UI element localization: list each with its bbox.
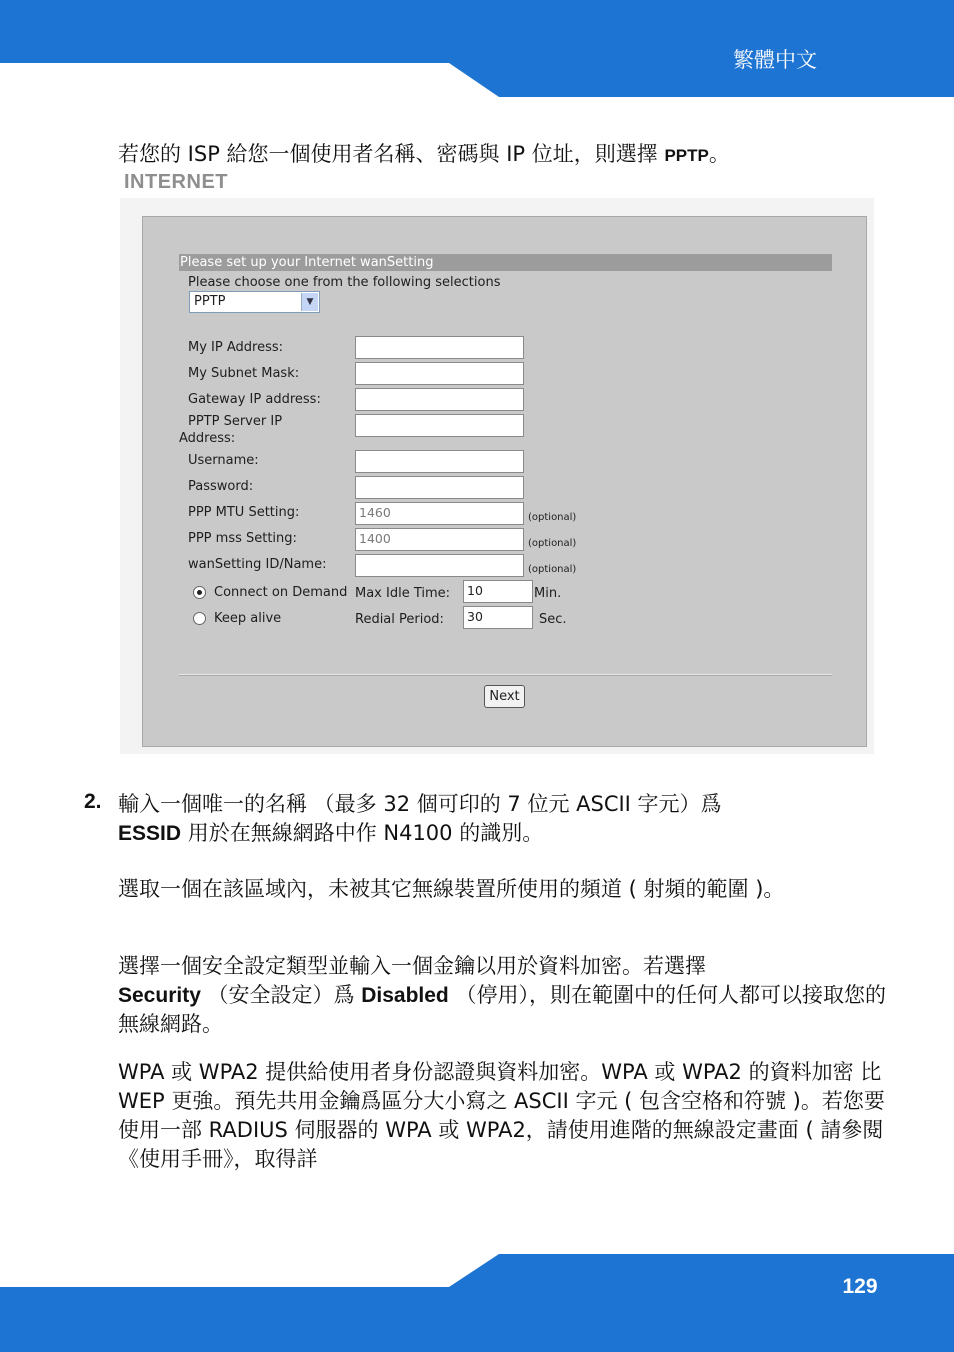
security-paragraph: [118, 952, 888, 1039]
redial-input[interactable]: 30: [463, 606, 533, 629]
pptp-server-label-2: Address:: [179, 431, 236, 446]
step2-paragraph: [118, 790, 888, 848]
connection-type-select[interactable]: [189, 291, 320, 313]
mtu-optional: (optional): [528, 512, 577, 523]
security-term: Security: [118, 984, 201, 1007]
keep-alive-label: Keep alive: [214, 611, 282, 626]
wan-id-label: wanSetting ID/Name:: [188, 557, 327, 572]
sec-label: Sec.: [539, 612, 567, 627]
my-ip-input[interactable]: [355, 336, 524, 359]
security-part1: 選擇一個安全設定類型並輸入一個金鑰以用於資料加密。若選擇: [118, 954, 706, 978]
connect-on-demand-label: Connect on Demand: [214, 585, 348, 600]
page-number: 129: [842, 1275, 878, 1298]
pptp-server-label-1: PPTP Server IP: [188, 414, 283, 429]
wan-id-input[interactable]: [355, 554, 524, 577]
disabled-term: Disabled: [361, 984, 449, 1007]
wpa-paragraph: WPA 或 WPA2 提供給使用者身份認證與資料加密。WPA 或 WPA2 的資料加密 比 WEP 更強。預先共用金鑰爲區分大小寫之 ASCII 字元 ( 包含空格和符號 )。若您要使用一部 RADIUS 伺服器的 WPA 或 WPA2，請使用進階的無線設定畫面 ( 請參閱 《使用手冊》，取得詳: [118, 1060, 885, 1171]
my-ip-label: My IP Address:: [188, 340, 283, 355]
password-input[interactable]: [355, 476, 524, 499]
panel-divider: [179, 674, 832, 676]
redial-label: Redial Period:: [355, 612, 444, 627]
footer-band: [0, 1250, 954, 1352]
max-idle-input[interactable]: 10: [463, 580, 533, 603]
gateway-label: Gateway IP address:: [188, 392, 321, 407]
intro-pptp: PPTP: [664, 146, 709, 165]
password-label: Password:: [188, 479, 254, 494]
choose-label: Please choose one from the following selections: [188, 275, 501, 290]
language-label: 繁體中文: [733, 48, 817, 72]
mss-input[interactable]: 1400: [355, 528, 524, 551]
mtu-input[interactable]: 1460: [355, 502, 524, 525]
step2-line2: 用於在無線網路中作 N4100 的識別。: [181, 821, 544, 845]
channel-paragraph: 選取一個在該區域內，未被其它無線裝置所使用的頻道 ( 射頻的範圍 )。: [118, 877, 785, 901]
internet-section-title: INTERNET: [124, 171, 228, 193]
chevron-down-icon[interactable]: ▼: [301, 293, 318, 311]
select-value: PPTP: [194, 294, 226, 309]
gateway-input[interactable]: [355, 388, 524, 411]
connect-on-demand-radio[interactable]: [193, 586, 206, 599]
subnet-input[interactable]: [355, 362, 524, 385]
keep-alive-radio[interactable]: [193, 612, 206, 625]
intro-text: [118, 138, 730, 168]
wan-setting-panel: [142, 216, 867, 747]
username-input[interactable]: [355, 450, 524, 473]
wan-id-optional: (optional): [528, 564, 577, 575]
step-number: 2.: [84, 790, 102, 813]
panel-title: Please set up your Internet wanSetting: [179, 254, 832, 271]
min-label: Min.: [534, 586, 562, 601]
security-part3: （停用），則在範圍中的任何人都可以接取您的無線網路。: [118, 983, 886, 1036]
essid-term: ESSID: [118, 822, 182, 845]
pptp-server-input[interactable]: [355, 414, 524, 437]
mss-optional: (optional): [528, 538, 577, 549]
intro-end: 。: [708, 142, 730, 166]
mtu-label: PPP MTU Setting:: [188, 505, 300, 520]
mss-label: PPP mss Setting:: [188, 531, 297, 546]
max-idle-label: Max Idle Time:: [355, 586, 451, 601]
next-button[interactable]: Next: [484, 685, 525, 708]
subnet-label: My Subnet Mask:: [188, 366, 300, 381]
step2-line1: 輸入一個唯一的名稱 （最多 32 個可印的 7 位元 ASCII 字元）爲: [118, 792, 722, 816]
username-label: Username:: [188, 453, 259, 468]
intro-main: 若您的 ISP 給您一個使用者名稱、密碼與 IP 位址，則選擇: [118, 142, 658, 166]
security-part2: （安全設定）爲: [200, 983, 362, 1007]
